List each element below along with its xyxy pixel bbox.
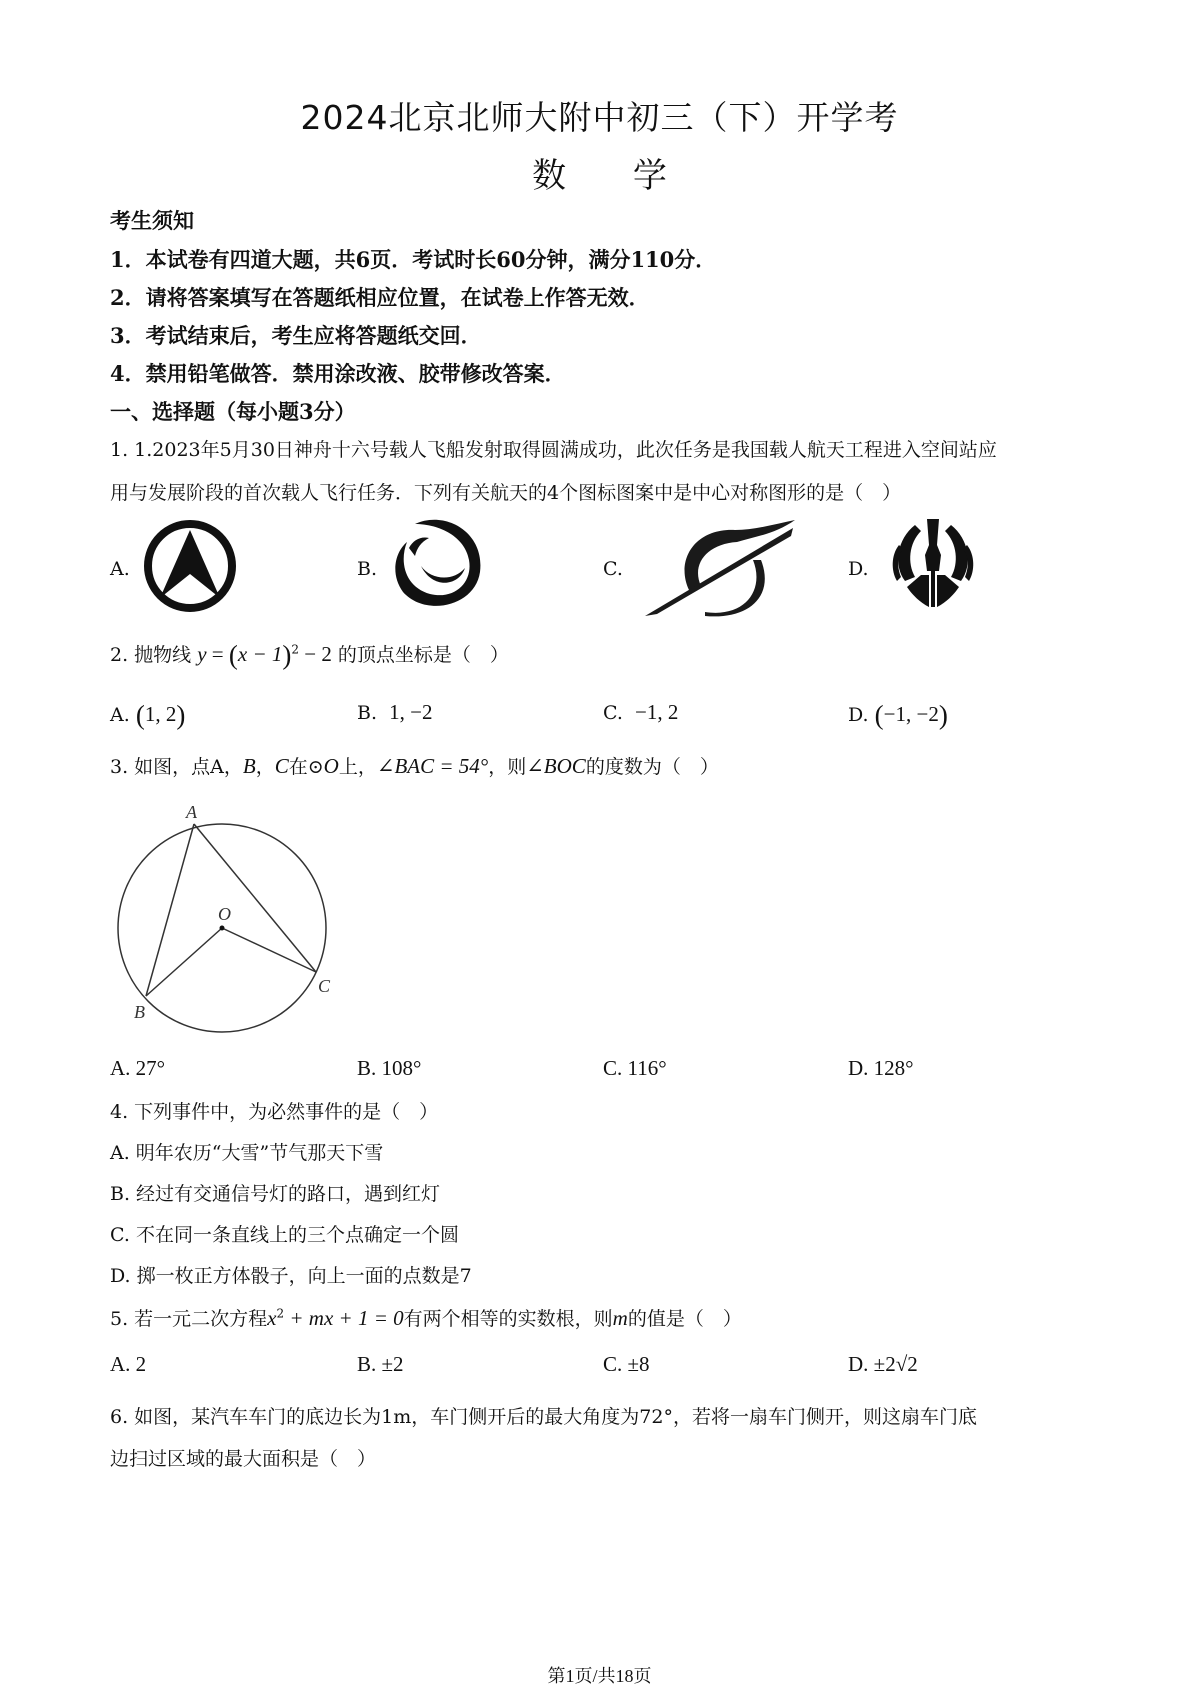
q1-option-a-label: A. bbox=[110, 558, 130, 580]
page-indicator: 第1页/共18页 bbox=[547, 1666, 652, 1686]
compass-arrow-logo-icon bbox=[142, 518, 238, 614]
text-fragment: 128° bbox=[873, 1056, 914, 1080]
label-a: A bbox=[186, 802, 197, 822]
q4-stem: 4. 下列事件中，为必然事件的是（ ） bbox=[110, 1101, 439, 1123]
text-fragment: −1, 2 bbox=[635, 700, 679, 724]
text-fragment: ( bbox=[874, 700, 884, 730]
text-fragment: B. bbox=[357, 1352, 377, 1376]
text-fragment: = bbox=[206, 642, 229, 666]
text-fragment: ) bbox=[176, 700, 186, 730]
q2-option-b bbox=[357, 700, 432, 725]
text-fragment: ，则 bbox=[488, 756, 527, 778]
segment-ob bbox=[146, 928, 222, 996]
q3-option-c bbox=[603, 1056, 667, 1081]
q4-option-d: D. 掷一枚正方体骰子，向上一面的点数是7 bbox=[110, 1265, 472, 1287]
text-fragment: 5. 若一元二次方程 bbox=[110, 1308, 268, 1330]
text-fragment: 2. 抛物线 bbox=[110, 644, 192, 666]
text-fragment: 有两个相等的实数根，则 bbox=[403, 1308, 613, 1330]
text-fragment: O bbox=[323, 754, 339, 778]
subject-char: 学 bbox=[632, 156, 667, 196]
q1-option-d-label: D. bbox=[848, 558, 869, 580]
section-heading: 一、选择题（每小题3分） bbox=[110, 399, 356, 424]
text-fragment: B bbox=[242, 754, 256, 778]
text-fragment: 1, 2 bbox=[144, 702, 177, 726]
q5-option-c bbox=[603, 1352, 650, 1377]
text-fragment: 的顶点坐标是（ ） bbox=[337, 644, 509, 666]
q2-option-d bbox=[848, 700, 948, 731]
q2-option-c bbox=[603, 700, 678, 725]
center-point bbox=[220, 926, 225, 931]
text-fragment: ( bbox=[135, 700, 145, 730]
text-fragment: + mx + 1 = 0 bbox=[284, 1306, 404, 1330]
text-fragment: A. bbox=[110, 1056, 131, 1080]
q4-option-c: C. 不在同一条直线上的三个点确定一个圆 bbox=[110, 1224, 459, 1246]
text-fragment: C. bbox=[603, 702, 623, 724]
orbit-slash-logo-icon bbox=[645, 520, 800, 620]
text-fragment: C bbox=[274, 754, 289, 778]
notice-heading: 考生须知 bbox=[110, 208, 194, 233]
label-b: B bbox=[134, 1002, 145, 1022]
q3-option-b bbox=[357, 1056, 421, 1081]
text-fragment: 1, −2 bbox=[389, 700, 433, 724]
text-fragment: −1, −2 bbox=[883, 702, 939, 726]
text-fragment: 2 bbox=[276, 1306, 285, 1321]
q3-option-d bbox=[848, 1056, 914, 1081]
text-fragment: y bbox=[197, 642, 207, 666]
text-fragment: B. bbox=[357, 1056, 377, 1080]
text-fragment: A. bbox=[110, 1352, 131, 1376]
text-fragment: B. bbox=[357, 702, 378, 724]
swirl-logo-icon bbox=[385, 512, 490, 617]
text-fragment: A. bbox=[110, 704, 130, 726]
exam-title: 2024北京北师大附中初三（下）开学考 bbox=[300, 98, 899, 137]
subject-title bbox=[0, 148, 1199, 197]
q4-option-b: B. 经过有交通信号灯的路口，遇到红灯 bbox=[110, 1183, 441, 1205]
subject-char: 数 bbox=[532, 156, 567, 196]
q3-stem bbox=[110, 752, 719, 779]
text-fragment: 27° bbox=[135, 1056, 166, 1080]
q6-stem-line1: 6. 如图，某汽车车门的底边长为1m，车门侧开后的最大角度为72°，若将一扇车门侧开，则这扇车门底 bbox=[110, 1406, 977, 1428]
text-fragment: D. bbox=[848, 1352, 869, 1376]
q1-option-c-label: C. bbox=[603, 558, 623, 580]
q3-option-a bbox=[110, 1056, 165, 1081]
text-fragment: x bbox=[267, 1306, 277, 1330]
text-fragment: 3. 如图，点A， bbox=[110, 756, 243, 778]
text-fragment: ) bbox=[938, 700, 948, 730]
q5-option-a bbox=[110, 1352, 146, 1377]
notice-item: 3．考试结束后，考生应将答题纸交回． bbox=[110, 323, 482, 348]
text-fragment: x − 1 bbox=[237, 642, 283, 666]
text-fragment: C. bbox=[603, 1352, 623, 1376]
segment-oc bbox=[222, 928, 316, 972]
q6-stem-line2: 边扫过区域的最大面积是（ ） bbox=[110, 1448, 377, 1470]
q1-stem-line2: 用与发展阶段的首次载人飞行任务．下列有关航天的4个图标图案中是中心对称图形的是（ ） bbox=[110, 482, 902, 504]
notice-item: 1．本试卷有四道大题，共6页．考试时长60分钟，满分110分． bbox=[110, 247, 717, 272]
q1-option-b-label: B. bbox=[357, 558, 378, 580]
text-fragment: 2 bbox=[291, 642, 300, 657]
text-fragment: ±2 bbox=[381, 1352, 404, 1376]
notice-item: 2．请将答案填写在答题纸相应位置，在试卷上作答无效． bbox=[110, 285, 650, 310]
text-fragment: D. bbox=[848, 704, 869, 726]
q4-option-a: A. 明年农历“大雪”节气那天下雪 bbox=[110, 1142, 384, 1164]
q5-option-d bbox=[848, 1352, 918, 1377]
text-fragment: − 2 bbox=[299, 642, 332, 666]
text-fragment: ±2√2 bbox=[873, 1352, 918, 1376]
rocket-arcs-logo-icon bbox=[885, 515, 981, 611]
text-fragment: 在⊙ bbox=[288, 756, 324, 778]
text-fragment: 2 bbox=[135, 1352, 147, 1376]
text-fragment: ) bbox=[282, 640, 292, 670]
text-fragment: 的值是（ ） bbox=[627, 1308, 742, 1330]
segment-ac bbox=[194, 824, 316, 972]
notice-item: 4．禁用铅笔做答．禁用涂改液、胶带修改答案． bbox=[110, 361, 566, 386]
text-fragment: m bbox=[612, 1306, 628, 1330]
text-fragment: ( bbox=[228, 640, 238, 670]
q2-option-a bbox=[110, 700, 185, 731]
text-fragment: 的度数为（ ） bbox=[585, 756, 719, 778]
circle-figure bbox=[110, 800, 340, 1040]
q2-stem bbox=[110, 640, 509, 671]
text-fragment: 108° bbox=[381, 1056, 422, 1080]
text-fragment: C. bbox=[603, 1056, 623, 1080]
text-fragment: ， bbox=[255, 756, 275, 778]
label-c: C bbox=[318, 976, 331, 996]
text-fragment: ∠BAC = 54° bbox=[376, 754, 489, 778]
label-o: O bbox=[218, 904, 231, 924]
text-fragment: ∠BOC bbox=[526, 754, 586, 778]
text-fragment: ±8 bbox=[627, 1352, 650, 1376]
q5-option-b bbox=[357, 1352, 404, 1377]
q1-stem-line1: 1. 1.2023年5月30日神舟十六号载人飞船发射取得圆满成功，此次任务是我国载人航天工程进入空间站应 bbox=[110, 439, 997, 461]
q5-stem bbox=[110, 1304, 742, 1331]
text-fragment: 116° bbox=[627, 1056, 667, 1080]
text-fragment: 上， bbox=[338, 756, 377, 778]
text-fragment: D. bbox=[848, 1056, 869, 1080]
